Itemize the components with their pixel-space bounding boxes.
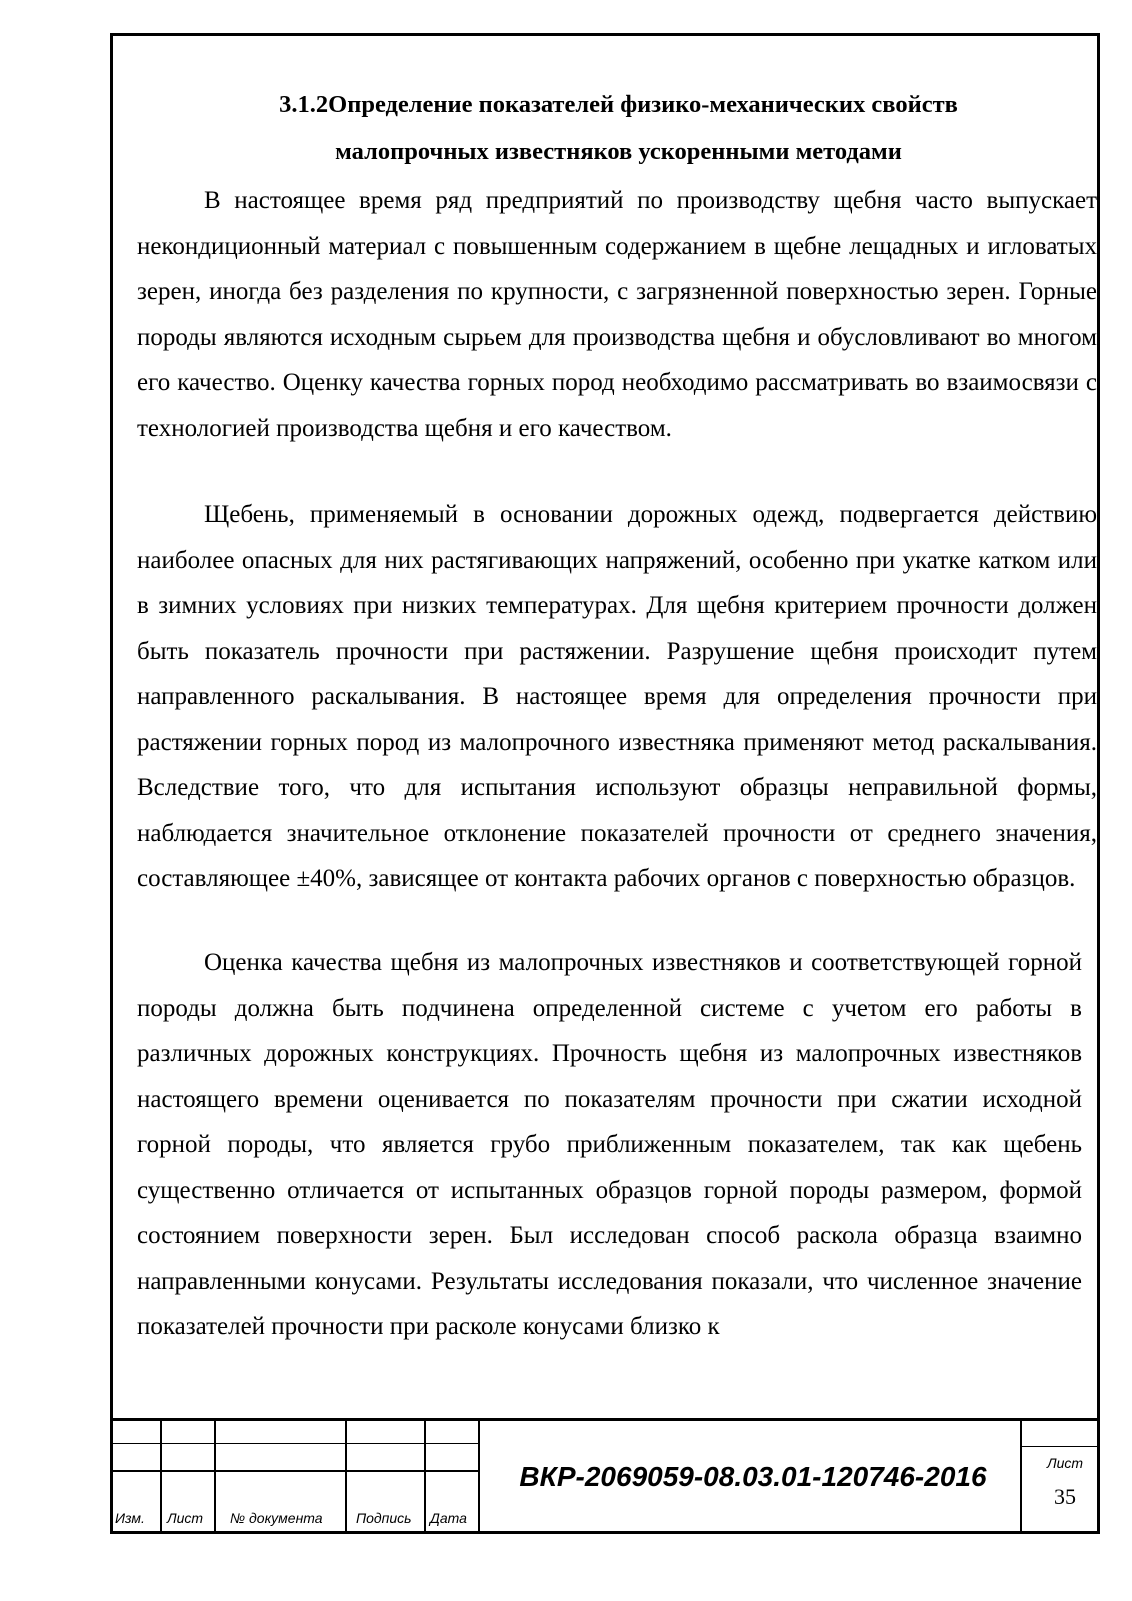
label-signature: Подпись [356,1510,412,1526]
sheet-label: Лист [1046,1455,1084,1471]
title-block-col-line-5 [478,1418,480,1531]
label-date: Дата [430,1510,467,1526]
paragraph-2: Щебень, применяемый в основании дорожных одежд, подвергается действию наиболее опасных для них растягивающих напряжений, особенно при укатке катком или в зимних условиях при низких температурах. Для щебня критерием прочности должен быть показатель прочности при растяжении. Разрушение щебня происходит путем направленного раскалывания. В настоящее время для определения прочности при растяжении горных пород из малопрочного известняка применяют метод раскалывания. Вследствие того, что для испытания используют образцы неправильной формы, наблюдается значительное отклонение показателей прочности от среднего значения, составляющее ±40%, зависящее от контакта рабочих органов с поверхностью образцов. [137,501,1097,892]
title-block-col-line-6 [1020,1418,1022,1531]
title-block-col-line-3 [345,1418,347,1531]
sheet-cell-divider [1022,1446,1100,1447]
section-heading-line1: 3.1.2Определение показателей физико-механических свойств [279,91,958,118]
label-sheet: Лист [167,1510,204,1526]
document-code: ВКР-2069059-08.03.01-120746-2016 [519,1461,987,1492]
title-block-col-line-4 [424,1418,426,1531]
label-document-no: № документа [230,1510,323,1526]
title-block-col-line-1 [160,1418,162,1531]
sheet-number: 35 [1054,1484,1076,1509]
title-block-col-line-2 [214,1418,216,1531]
paragraph-1: В настоящее время ряд предприятий по производству щебня часто выпускает некондиционный материал с повышенным содержанием в щебне лещадных и игловатых зерен, иногда без разделения по крупности, с загрязненной поверхностью зерен. Горные породы являются исходным сырьем для производства щебня и обусловливают во многом его качество. Оценку качества горных пород необходимо рассматривать во взаимосвязи с технологией производства щебня и его качеством. [137,187,1097,442]
section-heading-line2: малопрочных известняков ускоренными методами [335,138,902,165]
label-change: Изм. [115,1510,145,1526]
title-block-top-border [110,1418,1100,1421]
paragraph-3: Оценка качества щебня из малопрочных известняков и соответствующей горной породы должна быть подчинена определенной системе с учетом его работы в различных дорожных конструкциях. Прочность щебня из малопрочных известняков настоящего времени оценивается по показателям прочности при сжатии исходной горной породы, что является грубо приближенным показателем, так как щебень существенно отличается от испытанных образцов горной породы размером, формой состоянием поверхности зерен. Был исследован способ раскола образца взаимно направленными конусами. Результаты исследования показали, что численное значение показателей прочности при расколе конусами близко к [137,949,1082,1340]
